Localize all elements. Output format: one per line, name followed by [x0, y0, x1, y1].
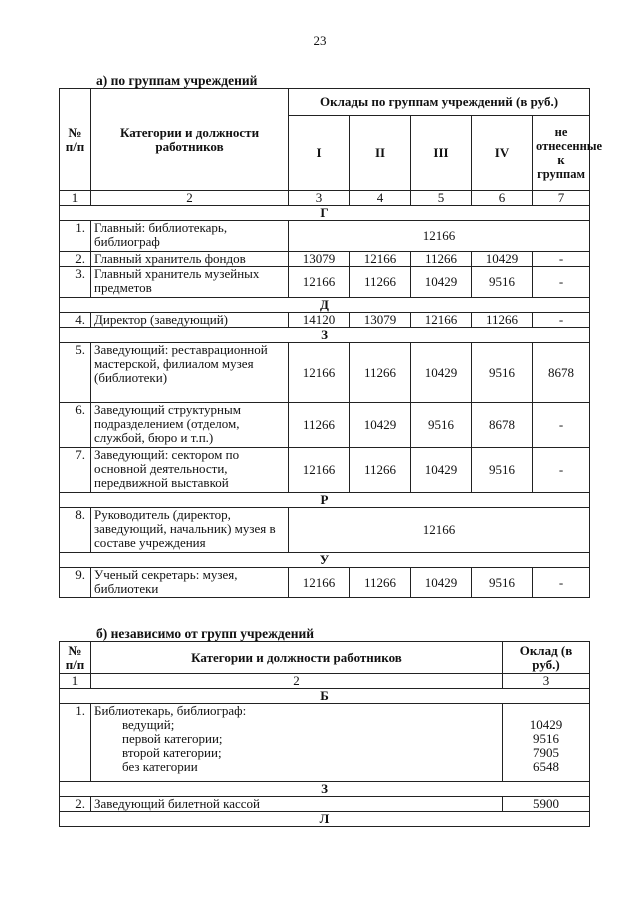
cell-group-4: 9516 [472, 343, 533, 403]
row-name: Заведующий билетной кассой [91, 797, 503, 812]
cell-group-3: 9516 [411, 403, 472, 448]
col-number: 2 [91, 191, 289, 206]
row-number: 1. [60, 704, 91, 782]
salary-values [503, 704, 590, 782]
salary-table-by-groups [59, 88, 603, 598]
cell-group-3: 12166 [411, 313, 472, 328]
col-number: 1 [60, 674, 91, 689]
cell-group-4: 9516 [472, 568, 533, 598]
cell-group-1: 11266 [289, 403, 350, 448]
sub-item-label: второй категории; [122, 745, 222, 760]
cell-group-3: 10429 [411, 568, 472, 598]
row-name: Главный хранитель музейных предметов [91, 267, 289, 298]
cell-group-4: 9516 [472, 267, 533, 298]
sub-item-value: 10429 [529, 717, 563, 732]
section-a-title: а) по группам учреждений [96, 73, 258, 88]
cell-not-assigned: - [533, 252, 590, 267]
header-group-3: III [411, 116, 472, 191]
cell-group-1: 12166 [289, 448, 350, 493]
cell-not-assigned: - [533, 403, 590, 448]
sub-item-value: 9516 [533, 731, 559, 746]
row-name: Ученый секретарь: музея, библиотеки [91, 568, 289, 598]
cell-group-2: 11266 [350, 267, 411, 298]
sub-item-value: 7905 [533, 745, 559, 760]
cell-group-2: 13079 [350, 313, 411, 328]
cell-group-2: 12166 [350, 252, 411, 267]
header-num: № п/п [60, 89, 91, 191]
header-salary: Оклад (в руб.) [503, 642, 590, 674]
cell-group-1: 12166 [289, 343, 350, 403]
sub-item-value: 6548 [533, 759, 559, 774]
col-number: 5 [411, 191, 472, 206]
row-number: 5. [60, 343, 91, 403]
row-name: Библиотекарь, библиограф: [94, 703, 247, 718]
letter-heading: Д [60, 298, 590, 313]
row-name: Главный: библиотекарь, библиограф [91, 221, 289, 252]
letter-heading: Р [60, 493, 590, 508]
header-not-assigned: не отнесенные к группам [533, 116, 590, 191]
cell-group-2: 10429 [350, 403, 411, 448]
cell-group-1: 13079 [289, 252, 350, 267]
cell-group-4: 9516 [472, 448, 533, 493]
cell-group-3: 11266 [411, 252, 472, 267]
row-name: Заведующий: реставрационной мастерской, филиалом музея (библиотеки) [91, 343, 289, 403]
cell-group-2: 11266 [350, 343, 411, 403]
header-category: Категории и должности работников [91, 642, 503, 674]
cell-not-assigned: 8678 [533, 343, 590, 403]
row-name: Главный хранитель фондов [91, 252, 289, 267]
row-merged-value: 12166 [289, 508, 590, 553]
row-name: Заведующий: сектором по основной деятельности, передвижной выставкой [91, 448, 289, 493]
letter-heading: Б [60, 689, 590, 704]
row-value: 5900 [503, 797, 590, 812]
salary-table-independent [59, 641, 590, 827]
header-group-2: II [350, 116, 411, 191]
row-merged-value: 12166 [289, 221, 590, 252]
cell-group-4: 8678 [472, 403, 533, 448]
sub-item-label: ведущий; [122, 717, 175, 732]
row-number: 2. [60, 252, 91, 267]
row-number: 9. [60, 568, 91, 598]
sub-item-label: первой категории; [122, 731, 223, 746]
letter-heading: У [60, 553, 590, 568]
cell-not-assigned: - [533, 448, 590, 493]
cell-group-1: 12166 [289, 568, 350, 598]
header-group-1: I [289, 116, 350, 191]
col-number: 7 [533, 191, 590, 206]
header-category: Категории и должности работников [91, 89, 289, 191]
col-number: 4 [350, 191, 411, 206]
row-number: 2. [60, 797, 91, 812]
letter-heading: З [60, 328, 590, 343]
col-number: 6 [472, 191, 533, 206]
row-name-group [91, 704, 503, 782]
row-number: 8. [60, 508, 91, 553]
col-number: 3 [503, 674, 590, 689]
cell-not-assigned: - [533, 568, 590, 598]
section-b-title: б) независимо от групп учреждений [96, 626, 315, 641]
header-salary-groups: Оклады по группам учреждений (в руб.) [289, 89, 590, 116]
cell-group-4: 11266 [472, 313, 533, 328]
row-number: 7. [60, 448, 91, 493]
cell-group-1: 12166 [289, 267, 350, 298]
col-number: 3 [289, 191, 350, 206]
cell-not-assigned: - [533, 313, 590, 328]
row-number: 6. [60, 403, 91, 448]
sub-item-label: без категории [122, 759, 198, 774]
col-number: 1 [60, 191, 91, 206]
col-number: 2 [91, 674, 503, 689]
cell-group-3: 10429 [411, 267, 472, 298]
letter-heading: З [60, 782, 590, 797]
row-name: Заведующий структурным подразделением (отделом, службой, бюро и т.п.) [91, 403, 289, 448]
row-name: Руководитель (директор, заведующий, начальник) музея в составе учреждения [91, 508, 289, 553]
row-number: 1. [60, 221, 91, 252]
page-number: 23 [313, 33, 327, 48]
row-name: Директор (заведующий) [91, 313, 289, 328]
cell-group-2: 11266 [350, 568, 411, 598]
row-number: 4. [60, 313, 91, 328]
cell-group-3: 10429 [411, 448, 472, 493]
cell-group-1: 14120 [289, 313, 350, 328]
letter-heading: Г [60, 206, 590, 221]
header-group-4: IV [472, 116, 533, 191]
cell-group-2: 11266 [350, 448, 411, 493]
header-num: № п/п [60, 642, 91, 674]
cell-group-4: 10429 [472, 252, 533, 267]
cell-not-assigned: - [533, 267, 590, 298]
letter-heading: Л [60, 812, 590, 827]
cell-group-3: 10429 [411, 343, 472, 403]
row-number: 3. [60, 267, 91, 298]
